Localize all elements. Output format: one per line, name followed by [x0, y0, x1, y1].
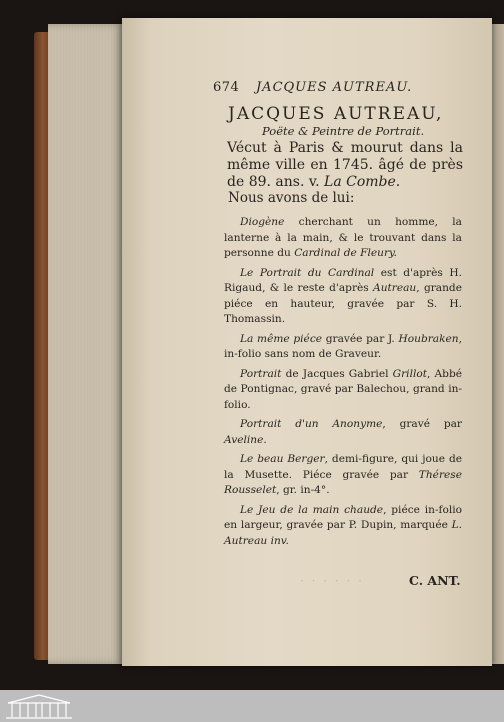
work-entry	[224, 332, 462, 363]
works-list	[224, 215, 462, 553]
work-text: , demi-figure, qui joue de la Musette. Piéce gravée par	[224, 453, 462, 481]
work-title-secondary: Autreau	[373, 282, 417, 294]
work-text-secondary: .	[263, 433, 267, 446]
intro-paragraph	[227, 140, 463, 191]
intro-reference: La Combe.	[324, 174, 401, 190]
work-title: Le Portrait du Cardinal	[240, 266, 375, 279]
work-entry	[224, 367, 462, 414]
work-text-secondary: , Abbé de Pontignac, gravé par Balechou, grand in-folio.	[224, 367, 463, 411]
work-title-secondary: Houbraken	[398, 332, 459, 345]
work-title: Le beau Berger	[240, 453, 325, 465]
work-entry	[224, 215, 462, 262]
work-title: Le Jeu de la main chaude	[240, 503, 384, 516]
work-text-secondary: , in-folio sans nom de Graveur.	[224, 332, 463, 360]
running-title: JACQUES AUTREAU.	[255, 80, 413, 95]
intro-text: Vécut à Paris & mourut dans la même ville en 1745. âgé de près de 89. ans. v.	[227, 140, 463, 190]
page-number: 674	[213, 80, 240, 95]
work-entry	[224, 417, 462, 448]
work-title-secondary: L. Autreau inv.	[224, 519, 462, 547]
work-title: Diogène	[240, 216, 285, 228]
work-entry	[224, 266, 462, 328]
entry-subtitle: Poëte & Peintre de Portrait.	[262, 124, 425, 138]
page-block-edges	[48, 24, 124, 664]
work-text: de Jacques Gabriel	[281, 367, 393, 380]
work-text-secondary: , grande piéce en hauteur, gravée par S. H. Thomassin.	[224, 282, 462, 325]
work-text: gravée par J.	[322, 332, 399, 345]
work-title-secondary: Cardinal de Fleury.	[294, 247, 397, 259]
work-title: Portrait d'un Anonyme	[240, 418, 383, 430]
work-title: La même piéce	[240, 332, 323, 345]
work-text: , gravé par	[382, 418, 462, 430]
catchword: C. ANT.	[409, 573, 461, 588]
bleed-through-text: · · · · · ·	[300, 574, 364, 588]
work-title-secondary: Aveline	[224, 433, 264, 446]
work-text: cherchant un homme, la lanterne à la main, & le trouvant dans la personne du	[224, 216, 462, 259]
viewer-footer-bar	[0, 690, 504, 722]
work-entry	[224, 452, 462, 499]
running-head	[213, 80, 412, 95]
work-title-secondary: Grillot	[392, 367, 427, 380]
section-heading: Nous avons de lui:	[228, 190, 355, 206]
work-title-secondary: Thérese Rousselet	[224, 468, 462, 496]
work-title: Portrait	[240, 367, 282, 380]
work-text: , piéce in-folio en largeur, gravée par P. Dupin, marquée	[224, 503, 462, 531]
entry-heading: JACQUES AUTREAU,	[228, 104, 444, 124]
work-text: est d'après H. Rigaud, & le reste d'après	[224, 266, 462, 294]
library-building-logo-icon	[4, 693, 74, 720]
work-entry	[224, 503, 462, 550]
work-text-secondary: , gr. in-4°.	[276, 484, 330, 496]
